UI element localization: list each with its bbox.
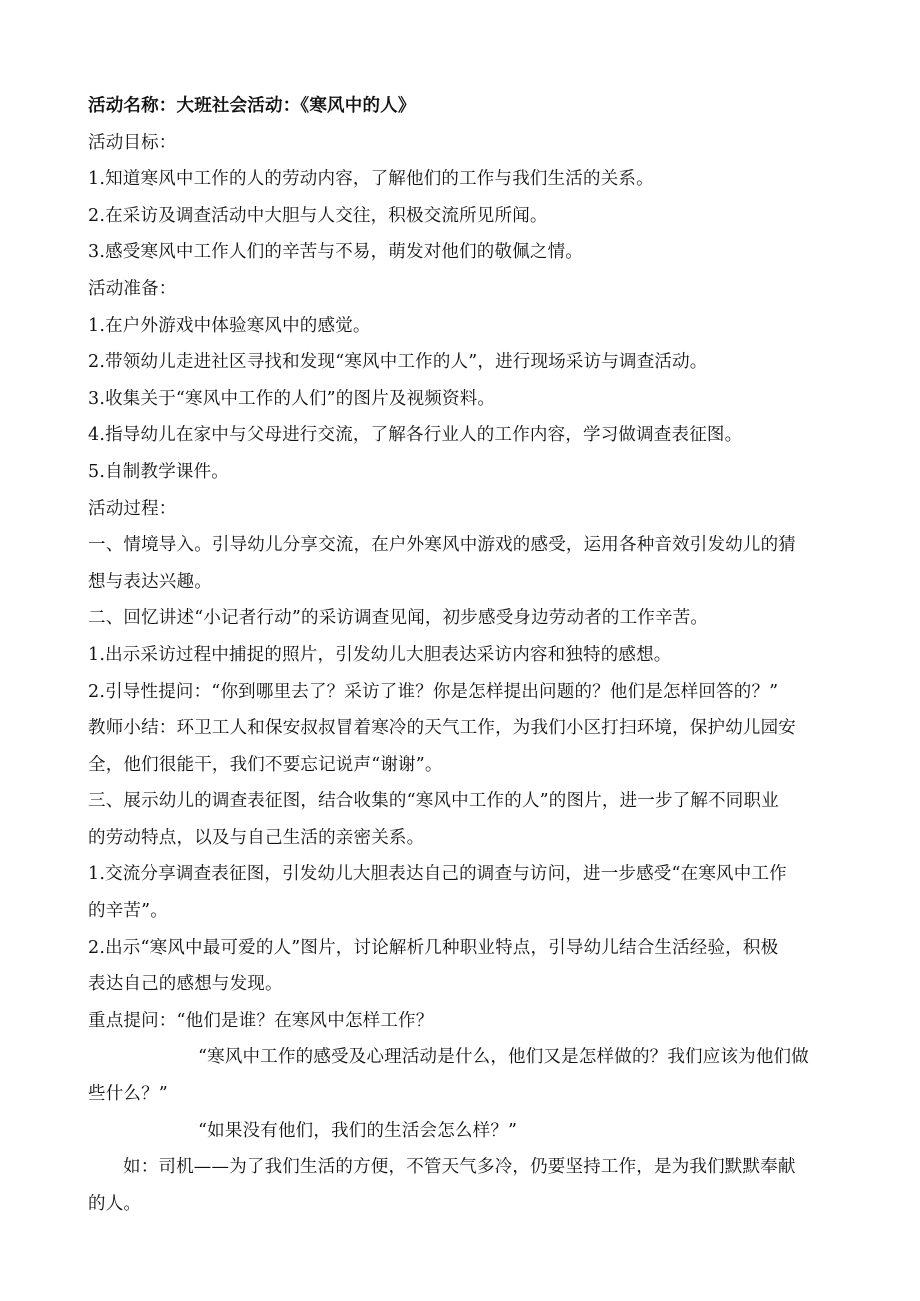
process-step-1-line-2: 想与表达兴趣。 [88,571,212,592]
process-step-3-line-2: 的劳动特点，以及与自己生活的亲密关系。 [88,827,425,848]
goal-item-3: 3.感受寒风中工作人们的辛苦与不易，萌发对他们的敬佩之情。 [88,242,583,263]
process-step-2-item-2: 2.引导性提问：“你到哪里去了？采访了谁？你是怎样提出问题的？他们是怎样回答的？” [88,681,779,702]
process-heading: 活动过程： [88,498,177,519]
process-step-2: 二、回忆讲述“小记者行动”的采访调查见闻，初步感受身边劳动者的工作辛苦。 [88,608,709,629]
prep-item-4: 4.指导幼儿在家中与父母进行交流，了解各行业人的工作内容，学习做调查表征图。 [88,425,743,446]
key-question-3: “如果没有他们，我们的生活会怎么样？” [198,1120,518,1141]
process-step-3-item-1-line-1: 1.交流分享调查表征图，引发幼儿大胆表达自己的调查与访问，进一步感受“在寒风中工作 [88,864,787,885]
prep-item-2: 2.带领幼儿走进社区寻找和发现“寒风中工作的人”，进行现场采访与调查活动。 [88,352,708,373]
key-question-2-line-2: 些什么？” [88,1084,168,1105]
process-step-3-item-1-line-2: 的辛苦”。 [88,901,168,922]
process-step-2-item-1: 1.出示采访过程中捕捉的照片，引发幼儿大胆表达采访内容和独特的感想。 [88,644,672,665]
key-question-1: 重点提问：“他们是谁？在寒风中怎样工作？ [88,1010,434,1031]
teacher-summary-line-1: 教师小结：环卫工人和保安叔叔冒着寒冷的天气工作，为我们小区打扫环境，保护幼儿园安 [88,718,796,739]
goal-item-1: 1.知道寒风中工作的人的劳动内容，了解他们的工作与我们生活的关系。 [88,169,654,190]
process-step-3-item-2-line-2: 表达自己的感想与发现。 [88,974,283,995]
process-step-3-line-1: 三、展示幼儿的调查表征图，结合收集的“寒风中工作的人”的图片，进一步了解不同职业 [88,791,779,812]
key-question-2-line-1: “寒风中工作的感受及心理活动是什么，他们又是怎样做的？我们应该为他们做 [198,1047,809,1068]
process-step-3-item-2-line-1: 2.出示“寒风中最可爱的人”图片，讨论解析几种职业特点，引导幼儿结合生活经验，积极 [88,937,779,958]
goals-heading: 活动目标： [88,132,177,153]
example-line-2: 的人。 [88,1193,142,1214]
teacher-summary-line-2: 全，他们很能干，我们不要忘记说声“谢谢”。 [88,754,443,775]
process-step-1-line-1: 一、情境导入。引导幼儿分享交流，在户外寒风中游戏的感受，运用各种音效引发幼儿的猜 [88,535,796,556]
goal-item-2: 2.在采访及调查活动中大胆与人交往，积极交流所见所闻。 [88,205,548,226]
prep-heading: 活动准备： [88,278,177,299]
prep-item-1: 1.在户外游戏中体验寒风中的感觉。 [88,315,371,336]
prep-item-5: 5.自制教学课件。 [88,461,229,482]
prep-item-3: 3.收集关于“寒风中工作的人们”的图片及视频资料。 [88,388,496,409]
document-page [88,88,836,1222]
example-line-1: 如：司机——为了我们生活的方便，不管天气多冷，仍要坚持工作，是为我们默默奉献 [123,1157,796,1178]
activity-title: 活动名称：大班社会活动：《寒风中的人》 [88,96,416,116]
